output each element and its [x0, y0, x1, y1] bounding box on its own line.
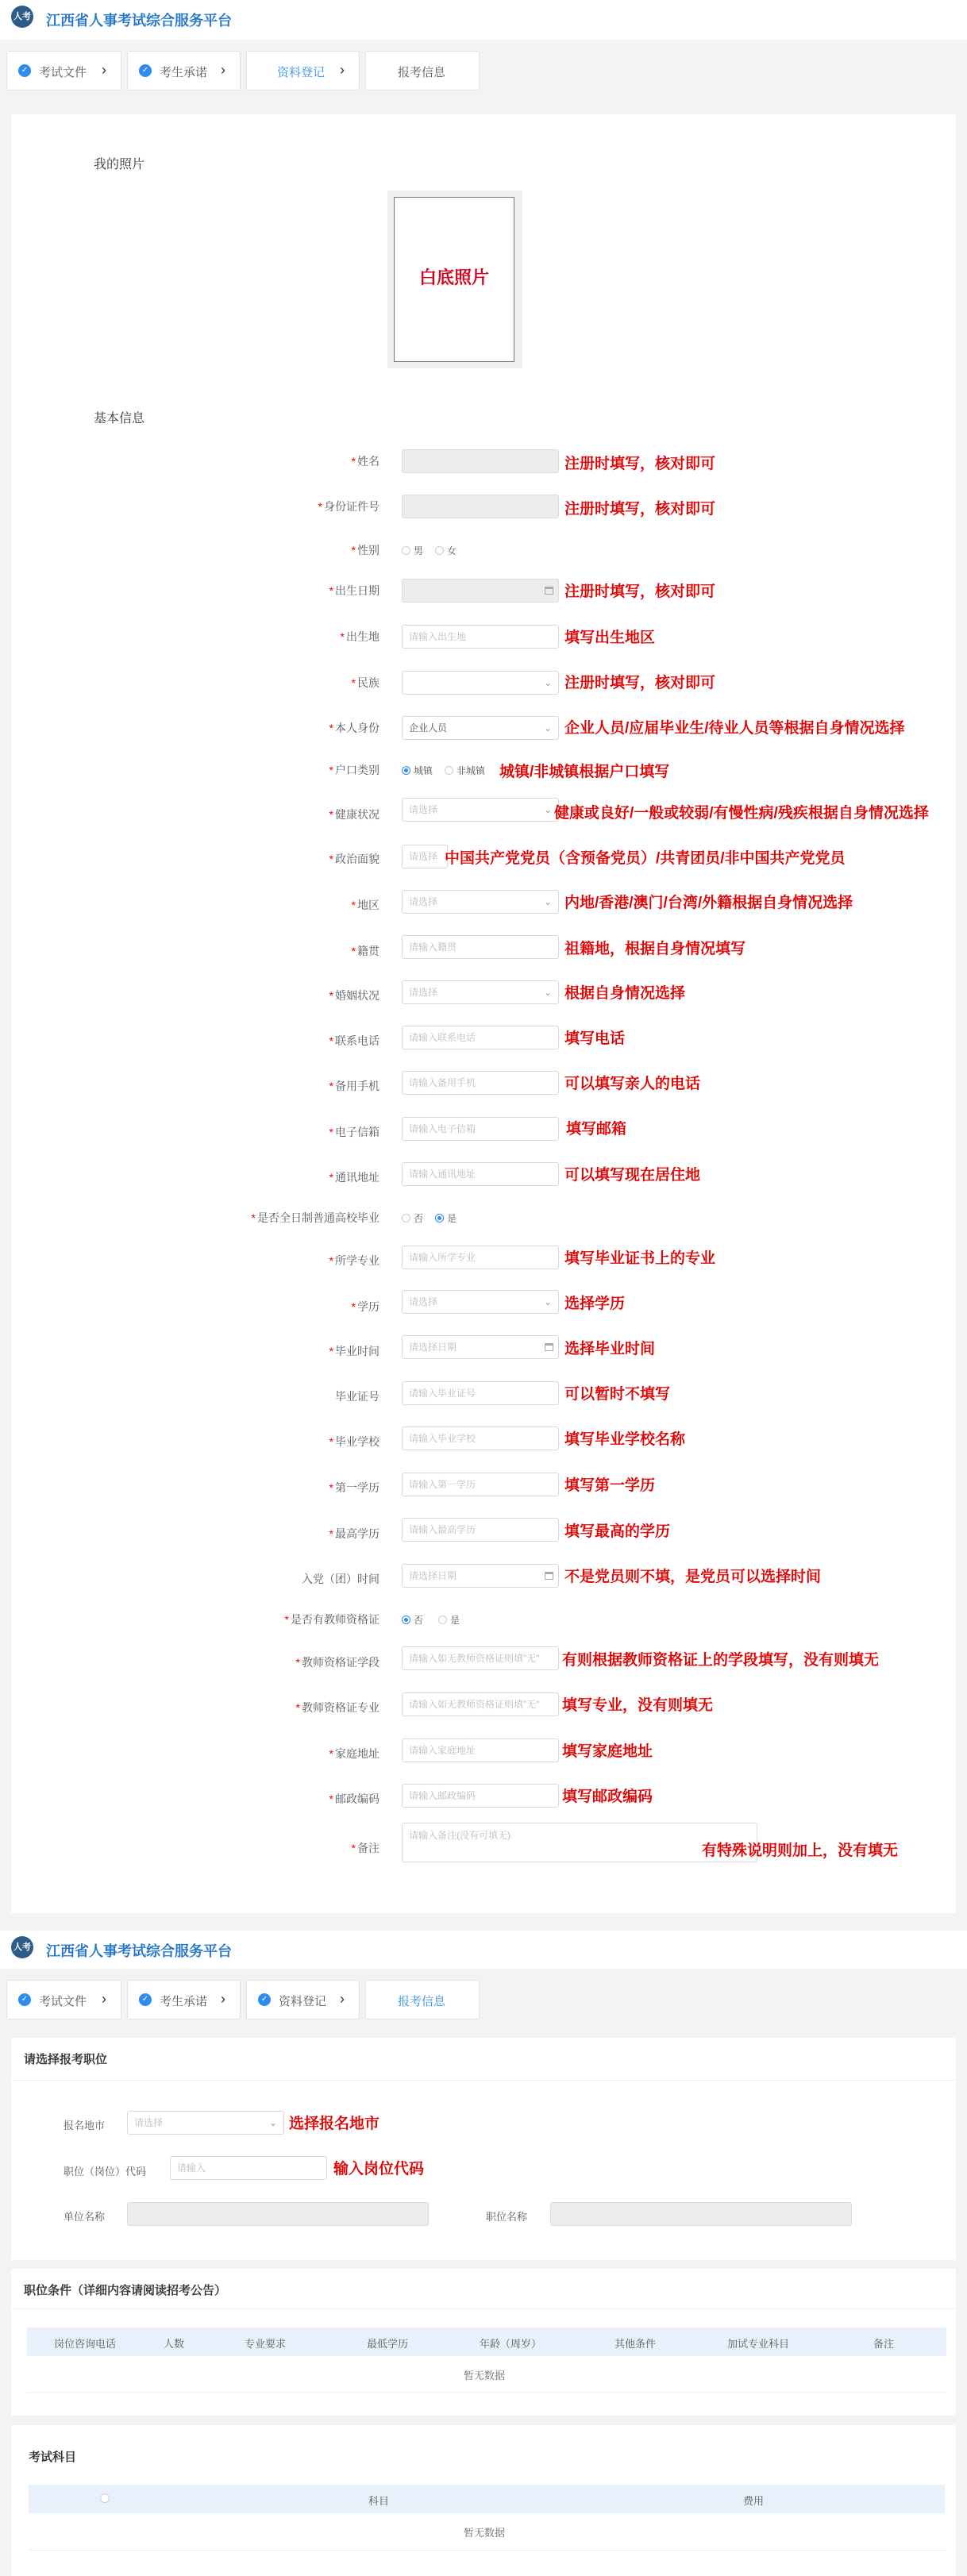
zip-input[interactable]: 请输入邮政编码: [402, 1784, 559, 1808]
subjects-empty: 暂无数据: [464, 2527, 506, 2539]
birth-date-field[interactable]: [402, 579, 559, 603]
code-note: 输入岗位代码: [333, 2161, 425, 2177]
check-icon: ✓: [139, 64, 152, 77]
major-input[interactable]: 请输入所学专业: [402, 1246, 559, 1269]
unit-field: [127, 2202, 429, 2226]
major-note: 填写毕业证书上的专业: [564, 1250, 716, 1267]
remark-label: * 备注: [351, 1842, 379, 1854]
teacher-cert-yes-radio[interactable]: 是: [438, 1613, 460, 1627]
step-label: 资料登记: [277, 66, 326, 79]
email-input[interactable]: 请输入电子信箱: [402, 1117, 559, 1141]
registration-card: [11, 114, 956, 1913]
idno-field[interactable]: [402, 495, 559, 518]
step-registration[interactable]: [246, 51, 360, 90]
city-label: 报名地市: [64, 2120, 106, 2131]
chevron-right-icon: ›: [102, 62, 106, 78]
step-label: 考生承诺: [160, 1995, 208, 2008]
top-edu-note: 填写最高的学历: [564, 1523, 671, 1540]
identity-label: * 本人身份: [329, 722, 379, 734]
school-input[interactable]: 请输入毕业学校: [402, 1427, 559, 1450]
name-label: * 姓名: [351, 455, 379, 468]
backup-phone-label: * 备用手机: [329, 1080, 379, 1092]
check-icon: ✓: [139, 1993, 152, 2006]
photo-placeholder-text: 白底照片: [418, 268, 489, 287]
politics-select[interactable]: 请选择: [402, 845, 448, 868]
step-exam-docs[interactable]: [6, 51, 121, 90]
column-header: 科目: [368, 2495, 390, 2507]
fulltime-no-radio[interactable]: 否: [402, 1211, 423, 1225]
hukou-note: 城镇/非城镇根据户口填写: [499, 764, 670, 780]
birthplace-note: 填写出生地区: [564, 630, 656, 646]
conditions-title: 职位条件（详细内容请阅读招考公告）: [24, 2284, 227, 2297]
cert-level-label: * 教师资格证学段: [295, 1656, 379, 1669]
top-edu-label: * 最高学历: [329, 1527, 379, 1540]
first-edu-label: * 第一学历: [329, 1481, 379, 1494]
app-title: 江西省人事考试综合服务平台: [46, 13, 232, 29]
hukou-label: * 户口类别: [329, 764, 379, 776]
step-promise[interactable]: [127, 1980, 241, 2020]
native-label: * 籍贯: [351, 945, 379, 957]
native-note: 祖籍地，根据自身情况填写: [564, 941, 746, 957]
chevron-right-icon: ›: [102, 1991, 106, 2007]
marriage-note: 根据自身情况选择: [564, 985, 686, 1002]
idno-note: 注册时填写，核对即可: [564, 501, 716, 518]
remark-note: 有特殊说明则加上，没有填无: [702, 1842, 899, 1859]
unit-label: 单位名称: [64, 2211, 106, 2223]
subjects-title: 考试科目: [29, 2451, 77, 2464]
apply-position-card: [11, 2038, 956, 2260]
teacher-cert-label: * 是否有教师资格证: [284, 1613, 379, 1626]
education-note: 选择学历: [564, 1296, 626, 1312]
phone-label: * 联系电话: [329, 1034, 379, 1047]
steps-bar: [0, 40, 967, 97]
logo-icon: 人考: [11, 6, 33, 28]
divider: [11, 2080, 956, 2081]
column-header: 年龄（周岁）: [480, 2338, 542, 2350]
radio-icon: [402, 766, 410, 775]
chevron-down-icon: ⌄: [543, 677, 552, 688]
gender-label: * 性别: [351, 544, 379, 556]
radio-icon: [402, 546, 410, 555]
birth-note: 注册时填写，核对即可: [564, 583, 716, 600]
app-header: [0, 0, 967, 40]
post-label: 职位名称: [486, 2211, 528, 2223]
divider: [27, 2392, 946, 2393]
city-note: 选择报名地市: [289, 2116, 380, 2132]
code-input[interactable]: 请输入: [170, 2156, 327, 2180]
logo-icon: 人考: [11, 1936, 33, 1958]
politics-label: * 政治面貌: [329, 853, 379, 865]
check-icon: ✓: [258, 1993, 271, 2006]
app-title: 江西省人事考试综合服务平台: [46, 1943, 232, 1959]
school-label: * 毕业学校: [329, 1435, 379, 1448]
app-header-2: [0, 1931, 967, 1970]
home-input[interactable]: 请输入家庭地址: [402, 1739, 559, 1762]
step-label: 考试文件: [39, 1995, 87, 2008]
apply-section-title: 请选择报考职位: [24, 2053, 108, 2066]
name-note: 注册时填写，核对即可: [564, 456, 716, 472]
step-promise[interactable]: [127, 51, 241, 90]
code-label: 职位（岗位）代码: [64, 2166, 147, 2177]
identity-note: 企业人员/应届毕业生/待业人员等根据自身情况选择: [564, 720, 905, 737]
column-header: 费用: [743, 2495, 765, 2507]
hukou-rural-radio[interactable]: 非城镇: [445, 764, 485, 777]
party-time-note: 不是党员则不填，是党员可以选择时间: [564, 1569, 822, 1585]
marriage-select[interactable]: 请选择 ⌄: [402, 980, 559, 1004]
ethnic-select[interactable]: [402, 671, 559, 695]
photo-section-title: 我的照片: [94, 158, 145, 171]
chevron-right-icon: ›: [340, 1991, 345, 2007]
remark-textarea[interactable]: 请输入备注(没有可填无): [402, 1823, 757, 1862]
email-label: * 电子信箱: [329, 1126, 379, 1138]
home-note: 填写家庭地址: [562, 1743, 653, 1760]
radio-icon: [445, 766, 453, 775]
step-apply-info[interactable]: [365, 1980, 480, 2020]
cert-major-input[interactable]: 请输入如无教师资格证则填"无": [402, 1692, 559, 1716]
chevron-down-icon: ⌄: [543, 896, 552, 907]
radio-icon: [438, 1615, 447, 1624]
birthplace-input[interactable]: 请输入出生地: [402, 625, 559, 649]
chevron-down-icon: ⌄: [543, 804, 552, 815]
select-all-checkbox[interactable]: [100, 2493, 110, 2503]
step-label: 资料登记: [279, 1995, 327, 2008]
chevron-right-icon: ›: [340, 62, 345, 78]
basic-info-title: 基本信息: [94, 412, 145, 425]
cert-major-label: * 教师资格证专业: [295, 1701, 379, 1714]
native-input[interactable]: 请输入籍贯: [402, 935, 559, 959]
health-label: * 健康状况: [329, 808, 379, 821]
cert-major-note: 填写专业，没有则填无: [562, 1697, 714, 1714]
cert-no-note: 可以暂时不填写: [564, 1386, 671, 1403]
column-header: 其他条件: [614, 2338, 657, 2350]
first-edu-input[interactable]: 请输入第一学历: [402, 1473, 559, 1496]
column-header: 岗位咨询电话: [54, 2338, 117, 2350]
cert-level-input[interactable]: 请输入如无教师资格证则填"无": [402, 1646, 559, 1670]
phone-note: 填写电话: [564, 1030, 626, 1047]
education-label: * 学历: [351, 1300, 379, 1313]
email-note: 填写邮箱: [566, 1121, 627, 1138]
photo-upload[interactable]: [387, 191, 522, 368]
column-header: 人数: [164, 2338, 185, 2350]
grad-time-note: 选择毕业时间: [564, 1341, 656, 1357]
teacher-cert-no-radio[interactable]: 否: [402, 1613, 423, 1627]
radio-icon: [402, 1214, 410, 1223]
column-header: 备注: [873, 2338, 895, 2350]
radio-icon: [402, 1615, 410, 1624]
region-select[interactable]: 请选择 ⌄: [402, 890, 559, 914]
region-label: * 地区: [351, 899, 379, 911]
step-label: 考生承诺: [160, 66, 208, 79]
name-field[interactable]: [402, 449, 559, 473]
conditions-table-header: [27, 2328, 946, 2356]
chevron-down-icon: ⌄: [543, 722, 552, 734]
first-edu-note: 填写第一学历: [564, 1477, 656, 1494]
home-label: * 家庭地址: [329, 1747, 379, 1760]
steps-bar-2: [0, 1969, 967, 2026]
school-note: 填写毕业学校名称: [564, 1431, 686, 1448]
cert-no-input[interactable]: 请输入毕业证号: [402, 1381, 559, 1405]
health-select[interactable]: 请选择 ⌄: [402, 798, 559, 822]
party-time-label: 入党（团）时间: [302, 1573, 379, 1585]
health-note: 健康或良好/一般或较弱/有慢性病/残疾根据自身情况选择: [554, 805, 929, 822]
fulltime-yes-radio[interactable]: 是: [435, 1211, 457, 1225]
divider: [29, 2550, 945, 2551]
step-label: 考试文件: [39, 66, 87, 79]
step-exam-docs[interactable]: [6, 1980, 121, 2020]
zip-note: 填写邮政编码: [562, 1789, 653, 1805]
post-field: [550, 2202, 852, 2226]
fulltime-label: * 是否全日制普通高校毕业: [251, 1211, 379, 1224]
address-input[interactable]: 请输入通讯地址: [402, 1162, 559, 1186]
conditions-empty: 暂无数据: [464, 2370, 506, 2382]
check-icon: ✓: [18, 1993, 31, 2006]
chevron-down-icon: ⌄: [543, 1296, 552, 1307]
ethnic-note: 注册时填写，核对即可: [564, 675, 716, 691]
grad-time-date[interactable]: 请选择日期: [402, 1335, 559, 1359]
party-time-date[interactable]: 请选择日期: [402, 1564, 559, 1588]
phone-input[interactable]: 请输入联系电话: [402, 1026, 559, 1049]
step-label: 报考信息: [398, 1995, 446, 2008]
major-label: * 所学专业: [329, 1254, 379, 1267]
idno-label: * 身份证件号: [318, 500, 379, 513]
column-header: 专业要求: [245, 2338, 287, 2350]
photo-frame: [394, 197, 514, 362]
calendar-icon: [545, 1572, 553, 1580]
region-note: 内地/香港/澳门/台湾/外籍根据自身情况选择: [564, 895, 853, 911]
backup-phone-input[interactable]: 请输入备用手机: [402, 1071, 559, 1095]
gender-male-radio[interactable]: 男: [402, 544, 423, 557]
top-edu-input[interactable]: 请输入最高学历: [402, 1518, 559, 1542]
cert-level-note: 有则根据教师资格证上的学段填写，没有则填无: [562, 1652, 880, 1669]
check-icon: ✓: [18, 64, 31, 77]
radio-icon: [435, 1214, 444, 1223]
chevron-right-icon: ›: [221, 1991, 225, 2007]
gender-female-radio[interactable]: 女: [435, 544, 457, 557]
step-registration[interactable]: [246, 1980, 360, 2020]
step-label: 报考信息: [398, 66, 446, 79]
backup-phone-note: 可以填写亲人的电话: [564, 1076, 701, 1092]
grad-time-label: * 毕业时间: [329, 1345, 379, 1357]
city-select[interactable]: 请选择 ⌄: [127, 2111, 284, 2135]
column-header: 最低学历: [367, 2338, 409, 2350]
birth-label: * 出生日期: [329, 584, 379, 597]
column-header: 加试专业科目: [727, 2338, 790, 2350]
address-label: * 通讯地址: [329, 1171, 379, 1184]
ethnic-label: * 民族: [351, 676, 379, 689]
chevron-right-icon: ›: [221, 62, 225, 78]
step-apply-info[interactable]: [365, 51, 480, 90]
identity-select[interactable]: 企业人员 ⌄: [402, 716, 559, 740]
divider: [11, 2308, 956, 2309]
calendar-icon: [545, 1343, 553, 1351]
politics-note: 中国共产党党员（含预备党员）/共青团员/非中国共产党党员: [445, 850, 846, 867]
zip-label: * 邮政编码: [329, 1792, 379, 1805]
chevron-down-icon: ⌄: [543, 987, 552, 998]
hukou-urban-radio[interactable]: 城镇: [402, 764, 433, 777]
marriage-label: * 婚姻状况: [329, 989, 379, 1002]
subjects-table-header: [29, 2485, 945, 2513]
address-note: 可以填写现在居住地: [564, 1167, 701, 1184]
birthplace-label: * 出生地: [340, 630, 379, 643]
education-select[interactable]: 请选择 ⌄: [402, 1290, 559, 1314]
calendar-icon: [545, 587, 553, 595]
chevron-down-icon: ⌄: [268, 2117, 277, 2128]
radio-icon: [435, 546, 444, 555]
cert-no-label: 毕业证号: [335, 1390, 379, 1403]
